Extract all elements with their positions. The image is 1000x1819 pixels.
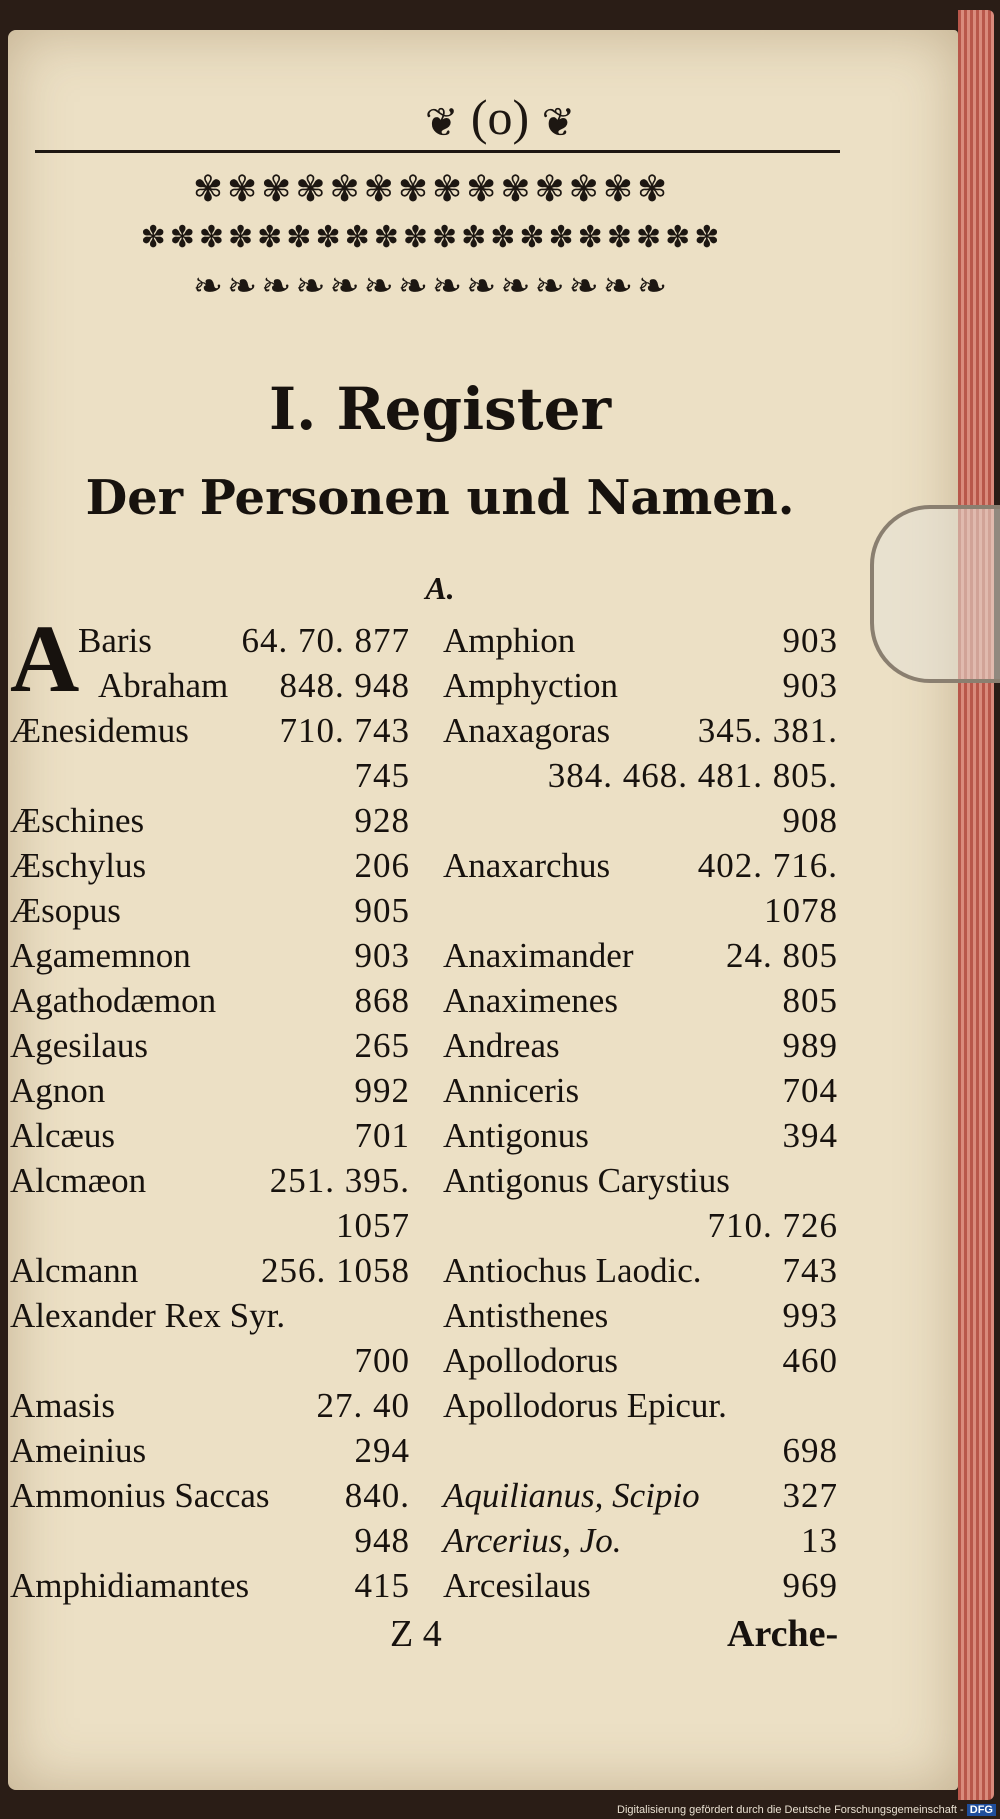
entry-pages: 27. 40	[316, 1386, 410, 1425]
index-entry	[10, 1518, 410, 1563]
index-entry	[443, 1293, 838, 1338]
index-entry	[443, 1113, 838, 1158]
index-entry	[443, 1158, 838, 1203]
entry-name: Ameinius	[10, 1431, 147, 1470]
register-title: I. Register	[268, 375, 612, 443]
entry-name: Apollodorus	[443, 1341, 618, 1380]
entry-name: Anniceris	[443, 1071, 580, 1110]
entry-name: Amphyction	[443, 666, 618, 705]
entry-pages: 710. 726	[707, 1206, 838, 1245]
page-edge	[958, 10, 994, 1800]
entry-pages: 903	[782, 621, 838, 660]
entry-pages: 993	[782, 1296, 838, 1335]
index-entry	[443, 978, 838, 1023]
signature-mark: Z 4	[390, 1613, 442, 1655]
entry-name: Antigonus Carystius	[443, 1161, 730, 1200]
ornament-left-icon: ❦	[424, 100, 459, 146]
catchword: Arche-	[727, 1613, 839, 1655]
entry-pages: 905	[354, 891, 410, 930]
index-entry	[10, 1248, 410, 1293]
entry-name: Ænesidemus	[10, 711, 189, 750]
entry-pages: 1057	[336, 1206, 410, 1245]
ornamental-border-top: ✾✾✾✾✾✾✾✾✾✾✾✾✾✾	[192, 169, 672, 209]
entry-pages: 384. 468. 481. 805.	[547, 756, 838, 795]
index-entry	[10, 1473, 410, 1518]
entry-name: Anaximenes	[443, 981, 618, 1020]
index-entry	[443, 1428, 838, 1473]
entry-name: Alcmann	[10, 1251, 139, 1290]
ornamental-border-middle: ✽✽✽✽✽✽✽✽✽✽✽✽✽✽✽✽✽✽✽✽	[140, 221, 724, 254]
entry-pages: 251. 395.	[269, 1161, 410, 1200]
index-entry	[10, 1383, 410, 1428]
entry-name: Æschylus	[10, 846, 147, 885]
index-entry	[10, 888, 410, 933]
entry-pages: 840.	[344, 1476, 410, 1515]
entry-name: Anaxarchus	[443, 846, 611, 885]
index-entry	[443, 798, 838, 843]
index-entry	[443, 1023, 838, 1068]
entry-pages: 805	[782, 981, 838, 1020]
entry-pages: 698	[782, 1431, 838, 1470]
entry-name: Amasis	[10, 1386, 115, 1425]
entry-pages: 24. 805	[726, 936, 838, 975]
entry-pages: 868	[354, 981, 410, 1020]
index-entry	[443, 708, 838, 753]
entry-pages: 415	[354, 1566, 410, 1605]
index-entry	[443, 888, 838, 933]
entry-pages: 1078	[764, 891, 838, 930]
entry-name: Agathodæmon	[10, 981, 217, 1020]
entry-pages: 64. 70. 877	[241, 621, 410, 660]
index-entry	[443, 1248, 838, 1293]
entry-name: Anaximander	[443, 936, 634, 975]
index-entry	[10, 1113, 410, 1158]
entry-pages: 700	[354, 1341, 410, 1380]
index-entry	[443, 1563, 838, 1608]
entry-pages: 908	[782, 801, 838, 840]
credit-text: Digitalisierung gefördert durch die Deutsche Forschungsgemeinschaft -	[617, 1804, 964, 1816]
index-column-right	[443, 618, 838, 1608]
entry-pages: 948	[354, 1521, 410, 1560]
index-entry	[443, 1383, 838, 1428]
index-entry	[443, 618, 838, 663]
index-entry	[443, 1518, 838, 1563]
dropcap-letter: A	[10, 605, 80, 712]
index-entry	[10, 798, 410, 843]
entry-pages: 969	[782, 1566, 838, 1605]
section-letter: A.	[425, 570, 455, 606]
index-entry	[10, 1338, 410, 1383]
index-entry	[443, 843, 838, 888]
index-entry	[443, 1068, 838, 1113]
page-number: (o)	[470, 89, 530, 145]
index-column-left	[10, 605, 410, 1608]
entry-name: Apollodorus Epicur.	[443, 1386, 727, 1425]
index-entry	[10, 1068, 410, 1113]
entry-pages: 745	[354, 756, 410, 795]
head-rule	[35, 150, 840, 153]
ornament-right-icon: ❦	[541, 100, 576, 146]
index-entry	[443, 753, 838, 798]
index-entry	[10, 1428, 410, 1473]
entry-name: Ammonius Saccas	[10, 1476, 270, 1515]
index-entry	[443, 1473, 838, 1518]
entry-name: Æschines	[10, 801, 145, 840]
entry-pages: 206	[354, 846, 410, 885]
entry-pages: 989	[782, 1026, 838, 1065]
register-subtitle: Der Personen und Namen.	[85, 470, 795, 526]
entry-name: Agnon	[10, 1071, 106, 1110]
entry-name: Baris	[78, 621, 152, 660]
entry-pages: 460	[782, 1341, 838, 1380]
digitization-credit	[617, 1804, 996, 1816]
index-entry	[10, 1023, 410, 1068]
index-entry	[10, 753, 410, 798]
entry-name: Agamemnon	[10, 936, 191, 975]
ornamental-border-bottom: ❧❧❧❧❧❧❧❧❧❧❧❧❧❧	[192, 266, 672, 306]
entry-pages: 903	[782, 666, 838, 705]
entry-pages: 701	[354, 1116, 410, 1155]
index-entry	[443, 933, 838, 978]
entry-name: Amphidiamantes	[10, 1566, 250, 1605]
index-entry	[10, 933, 410, 978]
entry-name: Abraham	[98, 666, 229, 705]
entry-pages: 710. 743	[279, 711, 410, 750]
index-entry	[10, 1293, 410, 1338]
entry-name: Amphion	[443, 621, 576, 660]
entry-pages: 294	[354, 1431, 410, 1470]
index-entry	[10, 978, 410, 1023]
entry-pages: 743	[782, 1251, 838, 1290]
entry-name: Alexander Rex Syr.	[10, 1296, 286, 1335]
entry-pages: 402. 716.	[697, 846, 838, 885]
index-entry	[10, 843, 410, 888]
entry-name: Alcmæon	[10, 1161, 147, 1200]
index-entry	[10, 1563, 410, 1608]
entry-name: Antigonus	[443, 1116, 589, 1155]
entry-name: Antisthenes	[443, 1296, 609, 1335]
entry-name: Antiochus Laodic.	[443, 1251, 702, 1290]
entry-pages: 13	[801, 1521, 838, 1560]
entry-pages: 256. 1058	[261, 1251, 410, 1290]
entry-name: Alcæus	[10, 1116, 115, 1155]
entry-name: Anaxagoras	[443, 711, 611, 750]
entry-pages: 848. 948	[279, 666, 410, 705]
index-entry	[443, 1338, 838, 1383]
entry-name: Agesilaus	[10, 1026, 149, 1065]
dfg-logo: DFG	[967, 1804, 996, 1816]
index-entry	[10, 1203, 410, 1248]
entry-pages: 394	[782, 1116, 838, 1155]
index-entry	[443, 1203, 838, 1248]
entry-name: Arcesilaus	[443, 1566, 591, 1605]
running-head	[0, 88, 1000, 146]
entry-pages: 903	[354, 936, 410, 975]
paper-clip	[870, 505, 1000, 683]
index-entry	[10, 1158, 410, 1203]
entry-pages: 992	[354, 1071, 410, 1110]
entry-name: Arcerius, Jo.	[443, 1521, 622, 1560]
entry-pages: 265	[354, 1026, 410, 1065]
entry-pages: 704	[782, 1071, 838, 1110]
index-entry	[443, 663, 838, 708]
entry-name: Æsopus	[10, 891, 121, 930]
entry-name: Andreas	[443, 1026, 560, 1065]
entry-pages: 928	[354, 801, 410, 840]
entry-name: Aquilianus, Scipio	[443, 1476, 700, 1515]
index-entry	[10, 708, 410, 753]
entry-pages: 327	[782, 1476, 838, 1515]
entry-pages: 345. 381.	[697, 711, 838, 750]
